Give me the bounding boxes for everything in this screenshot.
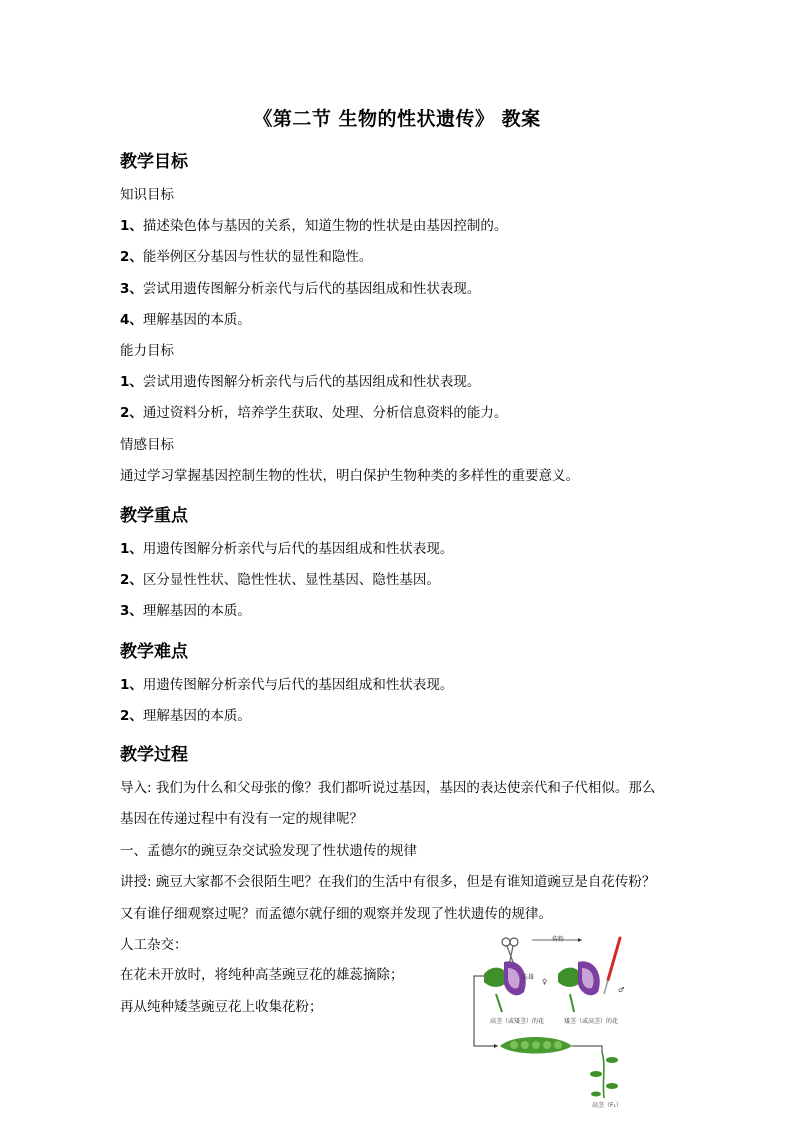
process-line: 人工杂交：	[120, 937, 188, 953]
left-flower-icon	[484, 961, 526, 1012]
arrow-head-icon	[494, 1044, 498, 1048]
list-text: 用遗传图解分析亲代与后代的基因组成和性状表现。	[142, 677, 454, 693]
list-text: 尝试用遗传图解分析亲代与后代的基因组成和性状表现。	[142, 374, 481, 390]
document-title: 《第二节 生物的性状遗传》 教案	[253, 108, 541, 130]
list-text: 区分显性性状、隐性性状、显性基因、隐性基因。	[142, 572, 440, 588]
list-item	[120, 311, 251, 329]
list-item	[120, 280, 480, 298]
male-symbol: ♂	[618, 986, 625, 994]
process-subheading: 一、孟德尔的豌豆杂交试验发现了性状遗传的规律	[120, 843, 417, 859]
list-item	[120, 602, 251, 620]
female-symbol: ♀	[542, 978, 548, 986]
list-text: 描述染色体与基因的关系，知道生物的性状是由基因控制的。	[142, 218, 508, 234]
list-number: 2、	[120, 708, 143, 724]
list-item	[120, 707, 251, 725]
section-heading-goals: 教学目标	[120, 152, 188, 172]
subheading-emotion: 情感目标	[120, 437, 174, 453]
process-line: 在花未开放时，将纯种高茎豌豆花的雄蕊摘除；	[120, 967, 404, 983]
list-text: 通过资料分析，培养学生获取、处理、分析信息资料的能力。	[142, 405, 508, 421]
left-flower-caption: 高茎（或矮茎）的花	[490, 1018, 545, 1025]
process-line: 又有谁仔细观察过呢？而孟德尔就仔细的观察并发现了性状遗传的规律。	[120, 906, 552, 922]
list-text: 理解基因的本质。	[142, 708, 251, 724]
emasculation-label: 去雄	[522, 974, 535, 981]
process-line: 基因在传递过程中有没有一定的规律呢？	[120, 811, 363, 827]
pea-pod-icon	[500, 1037, 572, 1054]
process-line: 讲授: 豌豆大家都不会很陌生吧？在我们的生活中有很多，但是有谁知道豌豆是自花传粉？	[120, 874, 656, 890]
list-number: 2、	[120, 572, 143, 588]
pollination-label: 传粉	[552, 936, 565, 943]
list-item	[120, 676, 453, 694]
connector-line	[572, 1046, 602, 1052]
list-text: 理解基因的本质。	[142, 603, 251, 619]
list-number: 1、	[120, 374, 143, 390]
process-line: 导入: 我们为什么和父母张的像？我们都听说过基因，基因的表达使亲代和子代相似。那么	[120, 780, 656, 796]
list-number: 1、	[120, 677, 143, 693]
list-item	[120, 217, 507, 235]
list-number: 4、	[120, 312, 143, 328]
list-item	[120, 373, 480, 391]
list-text: 用遗传图解分析亲代与后代的基因组成和性状表现。	[142, 541, 454, 557]
section-heading-difficulties: 教学难点	[120, 642, 188, 662]
list-number: 1、	[120, 218, 143, 234]
seedling-icon	[590, 1052, 618, 1098]
seedling-caption: 高茎（F₁）	[592, 1102, 622, 1109]
list-number: 2、	[120, 249, 143, 265]
list-number: 3、	[120, 603, 143, 619]
list-number: 2、	[120, 405, 143, 421]
subheading-ability: 能力目标	[120, 343, 174, 359]
process-line: 再从纯种矮茎豌豆花上收集花粉；	[120, 999, 323, 1015]
right-flower-caption: 矮茎（或高茎）的花	[564, 1018, 619, 1025]
list-item	[120, 571, 440, 589]
list-number: 3、	[120, 281, 143, 297]
emotion-goal-text: 通过学习掌握基因控制生物的性状，明白保护生物种类的多样性的重要意义。	[120, 468, 579, 484]
list-item	[120, 540, 453, 558]
list-text: 理解基因的本质。	[142, 312, 251, 328]
right-flower-icon	[558, 961, 600, 1012]
list-text: 能举例区分基因与性状的显性和隐性。	[142, 249, 373, 265]
subheading-knowledge: 知识目标	[120, 187, 174, 203]
list-number: 1、	[120, 541, 143, 557]
section-heading-process: 教学过程	[120, 745, 188, 765]
pea-hybridization-figure	[462, 934, 650, 1110]
list-text: 尝试用遗传图解分析亲代与后代的基因组成和性状表现。	[142, 281, 481, 297]
section-heading-key-points: 教学重点	[120, 506, 188, 526]
list-item	[120, 404, 507, 422]
list-item	[120, 248, 372, 266]
arrow-head-icon	[578, 938, 582, 942]
